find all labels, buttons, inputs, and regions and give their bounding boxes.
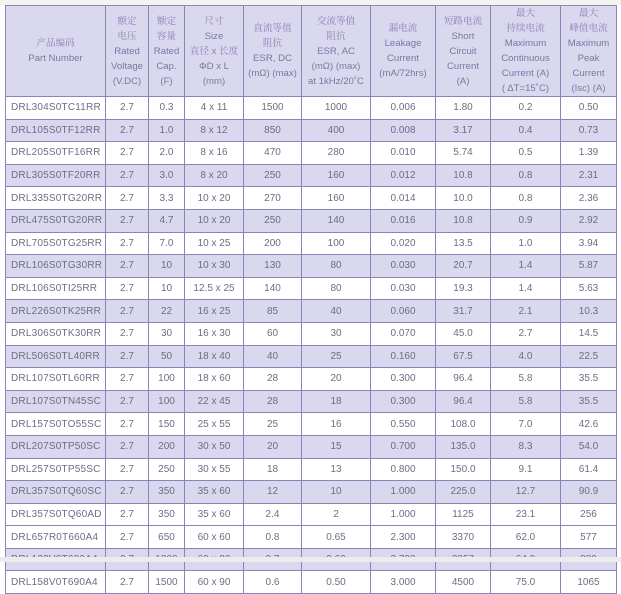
cell-short-circuit-current: 225.0 [436,481,491,504]
cell-size: 35 x 60 [185,503,244,526]
cell-part-number: DRL106S0TG30RR [6,255,106,278]
cell-leakage-current: 0.300 [371,368,436,391]
table-row [6,322,617,345]
cell-leakage-current: 0.070 [371,322,436,345]
cell-esr-ac: 18 [302,390,371,413]
cell-rated-voltage: 2.7 [106,255,149,278]
header-en: Rated [114,45,140,57]
cell-max-peak-current: 1065 [561,571,617,594]
table-row [6,232,617,255]
cell-esr-dc: 250 [244,209,302,232]
cell-esr-ac: 140 [302,209,371,232]
header-en: Current [572,68,605,79]
cell-max-peak-current: 14.5 [561,322,617,345]
cell-size: 30 x 55 [185,458,244,481]
cell-part-number: DRL506S0TL40RR [6,345,106,368]
cell-max-continuous-current: 8.3 [491,435,561,458]
table-row [6,503,617,526]
cell-rated-capacitance: 0.3 [149,97,185,120]
header-short-circuit-current [436,6,491,97]
cell-rated-capacitance: 10 [149,277,185,300]
cell-esr-dc: 250 [244,164,302,187]
cell-max-peak-current: 90.9 [561,481,617,504]
cell-short-circuit-current: 45.0 [436,322,491,345]
header-en: Size [204,30,224,42]
cell-esr-dc: 0.6 [244,571,302,594]
cell-leakage-current: 2.300 [371,526,436,549]
cell-rated-capacitance: 2.0 [149,142,185,165]
header-en: Rated [153,45,180,57]
cell-rated-voltage: 2.7 [106,300,149,323]
cell-short-circuit-current: 19.3 [436,277,491,300]
cell-esr-ac: 0.50 [302,571,371,594]
cell-max-peak-current: 2.36 [561,187,617,210]
cell-esr-dc: 85 [244,300,302,323]
cell-size: 8 x 20 [185,164,244,187]
cell-short-circuit-current: 1.80 [436,97,491,120]
cell-rated-voltage: 2.7 [106,526,149,549]
cell-rated-voltage: 2.7 [106,142,149,165]
cell-rated-voltage: 2.7 [106,481,149,504]
cell-max-peak-current: 2.92 [561,209,617,232]
cell-max-continuous-current: 0.4 [491,119,561,142]
header-en: ESR, DC [253,53,292,64]
cell-esr-dc: 40 [244,345,302,368]
cell-part-number: DRL107S0TL60RR [6,368,106,391]
cell-leakage-current: 0.008 [371,119,436,142]
cell-rated-voltage: 2.7 [106,277,149,300]
cell-short-circuit-current: 3.17 [436,119,491,142]
cell-rated-capacitance: 3.3 [149,187,185,210]
table-row [6,97,617,120]
table-row [6,119,617,142]
cell-short-circuit-current: 108.0 [436,413,491,436]
cell-part-number: DRL335S0TG20RR [6,187,106,210]
cell-esr-ac: 160 [302,164,371,187]
cell-leakage-current: 0.060 [371,300,436,323]
cell-esr-dc: 2.4 [244,503,302,526]
header-en: (A) [456,75,470,87]
cell-short-circuit-current: 3370 [436,526,491,549]
header-en: Circuit [449,45,477,57]
cell-part-number: DRL306S0TK30RR [6,322,106,345]
cell-rated-voltage: 2.7 [106,187,149,210]
cell-esr-ac: 400 [302,119,371,142]
cell-short-circuit-current: 1125 [436,503,491,526]
cell-esr-ac: 20 [302,368,371,391]
cell-esr-dc: 850 [244,119,302,142]
table-row [6,526,617,549]
cell-max-peak-current: 1.39 [561,142,617,165]
header-rated-voltage [106,6,149,97]
header-cn: 最大 [578,8,599,19]
cell-part-number: DRL257S0TP55SC [6,458,106,481]
table-row [6,481,617,504]
cell-esr-dc: 0.8 [244,526,302,549]
cell-leakage-current: 0.006 [371,97,436,120]
cell-esr-dc: 140 [244,277,302,300]
cell-size: 25 x 55 [185,413,244,436]
cell-esr-dc: 25 [244,413,302,436]
header-en: ESR, AC [317,45,355,57]
cell-max-continuous-current: 12.7 [491,481,561,504]
cell-rated-voltage: 2.7 [106,119,149,142]
cell-max-peak-current: 35.5 [561,390,617,413]
cell-rated-capacitance: 250 [149,458,185,481]
cell-rated-capacitance: 150 [149,413,185,436]
cell-short-circuit-current: 10.8 [436,209,491,232]
header-en: Maximum [504,38,547,49]
header-en: Cap. [156,60,177,72]
cell-esr-ac: 100 [302,232,371,255]
cell-rated-voltage: 2.7 [106,368,149,391]
header-max-peak-current [561,6,617,97]
header-cn: 持续电流 [506,23,545,34]
cell-rated-voltage: 2.7 [106,322,149,345]
header-en: (Isc) (A) [571,83,606,94]
cell-leakage-current: 0.030 [371,255,436,278]
header-cn: 最大 [515,8,536,19]
table-row [6,209,617,232]
cell-size: 22 x 45 [185,390,244,413]
cell-part-number: DRL207S0TP50SC [6,435,106,458]
cell-max-peak-current: 22.5 [561,345,617,368]
cell-part-number: DRL475S0TG20RR [6,209,106,232]
cell-max-peak-current: 0.73 [561,119,617,142]
cell-max-continuous-current: 0.8 [491,164,561,187]
cell-max-peak-current: 35.5 [561,368,617,391]
table-row [6,187,617,210]
table-row [6,277,617,300]
header-esr-ac [302,6,371,97]
cell-esr-ac: 160 [302,187,371,210]
cell-rated-capacitance: 350 [149,503,185,526]
header-en: Current (A) [501,68,550,79]
cell-leakage-current: 0.016 [371,209,436,232]
cell-size: 18 x 60 [185,368,244,391]
cell-short-circuit-current: 10.8 [436,164,491,187]
header-cn: 容量 [156,30,177,42]
table-row [6,255,617,278]
cell-leakage-current: 0.160 [371,345,436,368]
header-en: at 1kHz/20˚C [308,75,364,87]
header-leakage-current [371,6,436,97]
cell-leakage-current: 0.020 [371,232,436,255]
cell-leakage-current: 0.550 [371,413,436,436]
header-cn: 直径 x 长度 [189,45,239,57]
cell-esr-ac: 1000 [302,97,371,120]
cell-max-continuous-current: 5.8 [491,390,561,413]
header-cn: 产品编码 [36,38,75,49]
cell-esr-dc: 1500 [244,97,302,120]
cell-rated-voltage: 2.7 [106,435,149,458]
cell-part-number: DRL304S0TC11RR [6,97,106,120]
header-cn: 峰值电流 [569,23,608,34]
cell-max-peak-current: 5.63 [561,277,617,300]
cell-max-continuous-current: 2.7 [491,322,561,345]
cell-short-circuit-current: 96.4 [436,390,491,413]
cell-rated-capacitance: 650 [149,526,185,549]
cell-esr-ac: 80 [302,255,371,278]
cell-size: 10 x 25 [185,232,244,255]
cell-short-circuit-current: 31.7 [436,300,491,323]
cell-size: 30 x 50 [185,435,244,458]
bottom-margin [0,557,621,562]
header-en: ΦD x L [198,60,230,72]
cell-leakage-current: 0.012 [371,164,436,187]
cell-leakage-current: 0.014 [371,187,436,210]
cell-leakage-current: 0.700 [371,435,436,458]
header-en: (mA/72hrs) [379,68,427,79]
cell-rated-capacitance: 50 [149,345,185,368]
cell-leakage-current: 0.010 [371,142,436,165]
cell-max-peak-current: 3.94 [561,232,617,255]
cell-max-peak-current: 42.6 [561,413,617,436]
cell-rated-capacitance: 10 [149,255,185,278]
table-row [6,142,617,165]
header-en: (F) [160,75,173,87]
cell-size: 10 x 20 [185,209,244,232]
cell-leakage-current: 1.000 [371,503,436,526]
header-cn: 阻抗 [262,38,283,49]
cell-max-continuous-current: 9.1 [491,458,561,481]
cell-max-peak-current: 256 [561,503,617,526]
cell-esr-ac: 0.65 [302,526,371,549]
cell-rated-capacitance: 200 [149,435,185,458]
header-en: (mΩ) (max) [311,60,361,72]
header-part-number [6,6,106,97]
cell-max-peak-current: 2.31 [561,164,617,187]
header-en: ( ΔT=15˚C) [501,83,550,94]
header-en: Peak [577,53,600,64]
cell-rated-capacitance: 1500 [149,571,185,594]
cell-rated-voltage: 2.7 [106,413,149,436]
cell-max-continuous-current: 1.4 [491,277,561,300]
cell-rated-capacitance: 7.0 [149,232,185,255]
cell-max-continuous-current: 4.0 [491,345,561,368]
cell-esr-ac: 10 [302,481,371,504]
cell-rated-capacitance: 4.7 [149,209,185,232]
cell-max-continuous-current: 7.0 [491,413,561,436]
cell-max-peak-current: 577 [561,526,617,549]
cell-max-continuous-current: 1.4 [491,255,561,278]
cell-leakage-current: 0.800 [371,458,436,481]
cell-esr-ac: 13 [302,458,371,481]
cell-max-continuous-current: 23.1 [491,503,561,526]
header-en: Maximum [567,38,610,49]
header-esr-dc [244,6,302,97]
cell-short-circuit-current: 150.0 [436,458,491,481]
header-cn: 额定 [117,15,137,27]
cell-short-circuit-current: 135.0 [436,435,491,458]
header-en: (mm) [202,75,226,87]
cell-rated-capacitance: 100 [149,368,185,391]
table-row [6,390,617,413]
header-en: Continuous [501,53,550,64]
cell-max-continuous-current: 62.0 [491,526,561,549]
cell-leakage-current: 3.000 [371,571,436,594]
cell-short-circuit-current: 20.7 [436,255,491,278]
header-size [185,6,244,97]
cell-rated-voltage: 2.7 [106,503,149,526]
cell-part-number: DRL105S0TF12RR [6,119,106,142]
cell-rated-capacitance: 1.0 [149,119,185,142]
header-cn: 交流等值 [316,15,356,27]
cell-max-continuous-current: 75.0 [491,571,561,594]
header-en: (V.DC) [112,75,142,87]
cell-size: 60 x 60 [185,526,244,549]
cell-size: 18 x 40 [185,345,244,368]
cell-max-peak-current: 10.3 [561,300,617,323]
cell-part-number: DRL705S0TG25RR [6,232,106,255]
cell-esr-ac: 280 [302,142,371,165]
table-row [6,368,617,391]
header-cn: 直流等值 [253,23,292,34]
cell-part-number: DRL107S0TN45SC [6,390,106,413]
cell-size: 16 x 25 [185,300,244,323]
table-row [6,413,617,436]
cell-size: 8 x 16 [185,142,244,165]
cell-esr-ac: 40 [302,300,371,323]
cell-esr-ac: 25 [302,345,371,368]
cell-esr-dc: 28 [244,368,302,391]
header-en: (mΩ) (max) [248,68,297,79]
cell-rated-voltage: 2.7 [106,164,149,187]
header-en: Current [447,60,479,72]
cell-esr-dc: 60 [244,322,302,345]
cell-esr-dc: 28 [244,390,302,413]
cell-size: 4 x 11 [185,97,244,120]
cell-part-number: DRL305S0TF20RR [6,164,106,187]
cell-part-number: DRL357S0TQ60AD [6,503,106,526]
cell-short-circuit-current: 5.74 [436,142,491,165]
header-en: Current [387,53,419,64]
cell-rated-voltage: 2.7 [106,458,149,481]
cell-part-number: DRL106S0TI25RR [6,277,106,300]
table-row [6,345,617,368]
cell-size: 8 x 12 [185,119,244,142]
cell-rated-capacitance: 100 [149,390,185,413]
table-body [6,97,617,594]
table-row [6,164,617,187]
cell-esr-dc: 20 [244,435,302,458]
cell-rated-voltage: 2.7 [106,571,149,594]
cell-rated-voltage: 2.7 [106,345,149,368]
cell-esr-ac: 80 [302,277,371,300]
cell-leakage-current: 0.030 [371,277,436,300]
cell-max-continuous-current: 0.2 [491,97,561,120]
cell-part-number: DRL158V0T690A4 [6,571,106,594]
cell-rated-voltage: 2.7 [106,232,149,255]
cell-part-number: DRL226S0TK25RR [6,300,106,323]
cell-esr-dc: 200 [244,232,302,255]
table-row [6,458,617,481]
cell-max-continuous-current: 0.8 [491,187,561,210]
cell-size: 60 x 90 [185,571,244,594]
header-en: Short [451,30,475,42]
cell-max-continuous-current: 1.0 [491,232,561,255]
cell-size: 16 x 30 [185,322,244,345]
table-row [6,300,617,323]
cell-part-number: DRL157S0TO55SC [6,413,106,436]
cell-max-peak-current: 54.0 [561,435,617,458]
header-row [6,6,617,97]
cell-part-number: DRL357S0TQ60SC [6,481,106,504]
cell-rated-capacitance: 22 [149,300,185,323]
cell-rated-voltage: 2.7 [106,209,149,232]
table-row [6,571,617,594]
cell-max-peak-current: 0.50 [561,97,617,120]
header-en: Leakage [384,38,422,49]
cell-short-circuit-current: 67.5 [436,345,491,368]
cell-short-circuit-current: 13.5 [436,232,491,255]
cell-size: 35 x 60 [185,481,244,504]
cell-size: 10 x 20 [185,187,244,210]
cell-max-peak-current: 5.87 [561,255,617,278]
cell-max-continuous-current: 5.8 [491,368,561,391]
cell-esr-ac: 15 [302,435,371,458]
cell-rated-capacitance: 350 [149,481,185,504]
cell-esr-dc: 130 [244,255,302,278]
header-cn: 电压 [117,30,137,42]
header-cn: 阻抗 [326,30,346,42]
cell-short-circuit-current: 10.0 [436,187,491,210]
cell-rated-voltage: 2.7 [106,390,149,413]
cell-leakage-current: 0.300 [371,390,436,413]
cell-part-number: DRL657R0T660A4 [6,526,106,549]
header-en: Part Number [28,53,83,64]
header-rated-capacitance [149,6,185,97]
header-cn: 短路电流 [443,15,483,27]
cell-esr-dc: 18 [244,458,302,481]
cell-max-continuous-current: 0.5 [491,142,561,165]
cell-short-circuit-current: 4500 [436,571,491,594]
cell-size: 12.5 x 25 [185,277,244,300]
cell-short-circuit-current: 96.4 [436,368,491,391]
cell-rated-voltage: 2.7 [106,97,149,120]
header-max-continuous-current [491,6,561,97]
cell-leakage-current: 1.000 [371,481,436,504]
header-cn: 额定 [156,15,177,27]
cell-max-continuous-current: 0.9 [491,209,561,232]
table-row [6,435,617,458]
cell-rated-capacitance: 3.0 [149,164,185,187]
supercapacitor-spec-table [5,5,617,594]
cell-max-continuous-current: 2.1 [491,300,561,323]
cell-esr-ac: 30 [302,322,371,345]
cell-esr-dc: 470 [244,142,302,165]
cell-rated-capacitance: 30 [149,322,185,345]
header-cn: 尺寸 [204,15,224,27]
cell-esr-dc: 12 [244,481,302,504]
cell-part-number: DRL205S0TF16RR [6,142,106,165]
header-cn: 漏电流 [388,23,418,34]
cell-esr-ac: 2 [302,503,371,526]
cell-size: 10 x 30 [185,255,244,278]
header-en: Voltage [110,60,143,72]
cell-max-peak-current: 61.4 [561,458,617,481]
cell-esr-dc: 270 [244,187,302,210]
cell-esr-ac: 16 [302,413,371,436]
